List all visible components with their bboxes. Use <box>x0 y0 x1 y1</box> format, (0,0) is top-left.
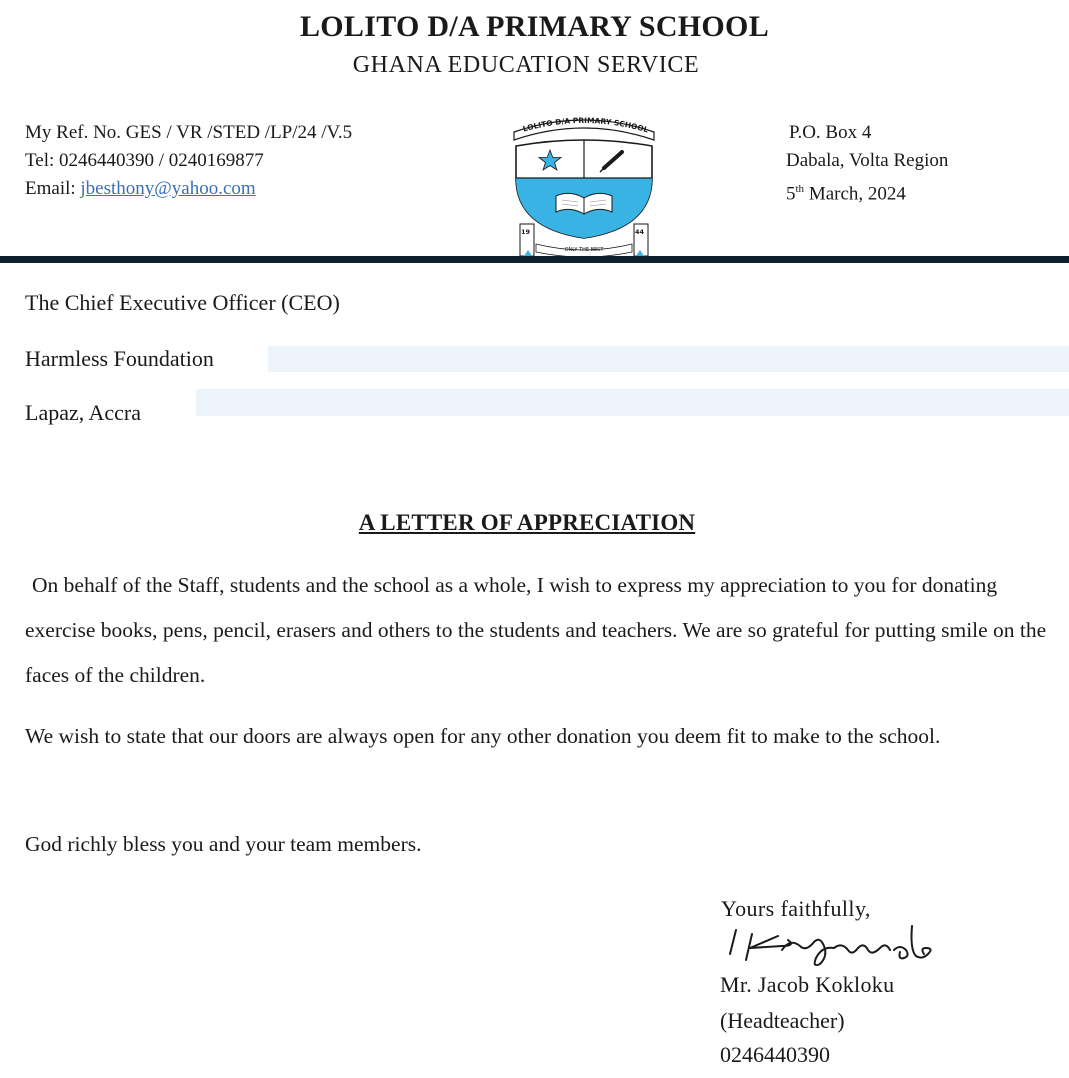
reference-number: My Ref. No. GES / VR /STED /LP/24 /V.5 <box>25 122 353 143</box>
signatory-name: Mr. Jacob Kokloku <box>720 972 895 997</box>
letter-date <box>786 175 948 208</box>
email-line <box>25 175 352 203</box>
date-rest: March, 2024 <box>804 183 906 205</box>
signatory-phone: 0246440390 <box>720 1042 830 1067</box>
recipient-location: Lapaz, Accra <box>25 400 142 425</box>
crest-year-right: 44 <box>635 228 645 236</box>
recipient-title: The Chief Executive Officer (CEO) <box>25 290 340 315</box>
date-suffix: th <box>795 183 805 195</box>
header-address-block <box>786 119 948 208</box>
education-service: GHANA EDUCATION SERVICE <box>352 52 700 78</box>
crest-motto: ONLY THE BEST <box>564 247 604 253</box>
email-label: Email: <box>25 178 81 199</box>
header-divider <box>0 256 1069 263</box>
school-name: LOLITO D/A PRIMARY SCHOOL <box>299 10 769 43</box>
letter-subject: A LETTER OF APPRECIATION <box>358 510 696 535</box>
school-crest-logo <box>506 110 662 258</box>
crest-year-left: 19 <box>521 228 531 236</box>
location: Dabala, Volta Region <box>786 150 949 171</box>
po-box: P.O. Box 4 <box>789 122 872 143</box>
signatory-title: (Headteacher) <box>720 1008 845 1033</box>
text-highlight <box>268 346 1069 372</box>
date-day: 5 <box>786 183 796 205</box>
body-paragraph-3: God richly bless you and your team members. <box>25 832 422 856</box>
body-paragraph-1: On behalf of the Staff, students and the school as a whole, I wish to express my appreciation to you for donating exercise books, pens, pencil, erasers and others to the students and teachers. We are so grateful for putting smile on the faces of the children. <box>25 573 1047 687</box>
telephone: Tel: 0246440390 / 0240169877 <box>25 150 264 171</box>
crest-banner-text: LOLITO D/A PRIMARY SCHOOL <box>521 115 650 135</box>
closing-salutation: Yours faithfully, <box>721 896 871 921</box>
handwritten-signature <box>716 920 946 970</box>
recipient-organization: Harmless Foundation <box>25 346 214 371</box>
header-contact-block <box>25 119 352 203</box>
text-highlight <box>196 389 1069 416</box>
body-paragraph-2: We wish to state that our doors are always open for any other donation you deem fit to make to the school. <box>25 724 941 748</box>
email-link[interactable]: jbesthony@yahoo.com <box>80 178 256 199</box>
